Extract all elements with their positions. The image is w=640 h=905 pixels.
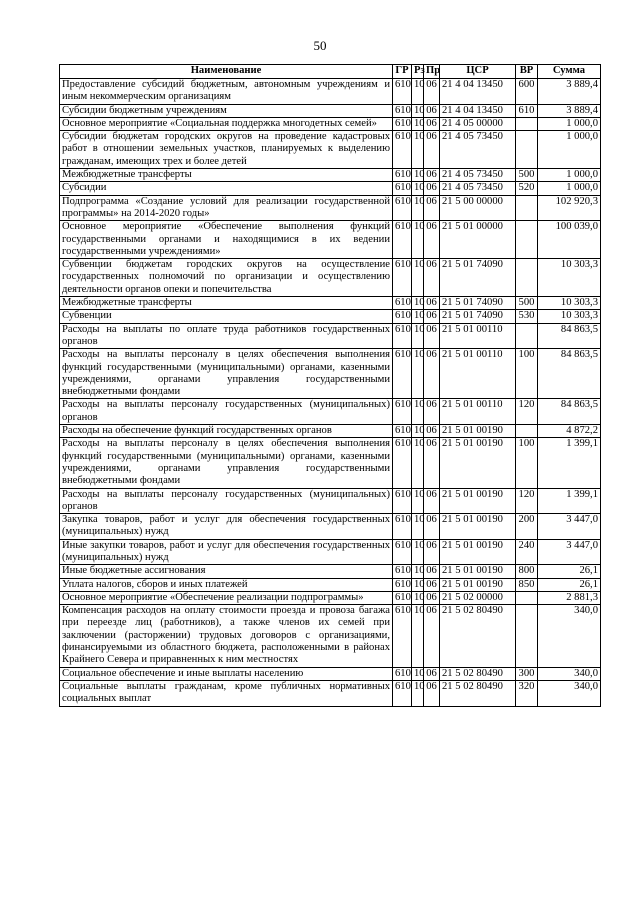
cell-sum: 10 303,3 [538, 297, 601, 310]
cell-vr [516, 221, 538, 259]
cell-name: Межбюджетные трансферты [60, 297, 393, 310]
table-row [60, 514, 601, 540]
cell-gr: 610 [393, 79, 412, 105]
cell-rz: 10 [412, 182, 424, 195]
cell-pr: 06 [424, 259, 440, 297]
cell-pr: 06 [424, 578, 440, 591]
cell-name: Расходы на выплаты персоналу в целях обеспечения выполнения функций государственными (муниципальными) органами, казенными учреждениями, органами управления государственными внебюджетными фондами [60, 349, 393, 399]
cell-vr [516, 323, 538, 349]
cell-pr: 06 [424, 131, 440, 169]
cell-pr: 06 [424, 195, 440, 221]
cell-sum: 2 881,3 [538, 591, 601, 604]
cell-sum: 84 863,5 [538, 323, 601, 349]
cell-pr: 06 [424, 514, 440, 540]
cell-pr: 06 [424, 399, 440, 425]
cell-csr: 21 5 01 00190 [440, 578, 516, 591]
cell-gr: 610 [393, 514, 412, 540]
table-row [60, 323, 601, 349]
cell-rz: 10 [412, 169, 424, 182]
cell-rz: 10 [412, 578, 424, 591]
cell-name: Расходы на выплаты по оплате труда работников государственных органов [60, 323, 393, 349]
cell-csr: 21 5 02 80490 [440, 680, 516, 706]
cell-rz: 10 [412, 221, 424, 259]
cell-csr: 21 5 01 00110 [440, 399, 516, 425]
cell-gr: 610 [393, 591, 412, 604]
cell-gr: 610 [393, 195, 412, 221]
cell-gr: 610 [393, 297, 412, 310]
cell-gr: 610 [393, 131, 412, 169]
table-row [60, 104, 601, 117]
cell-vr: 600 [516, 79, 538, 105]
cell-sum: 102 920,3 [538, 195, 601, 221]
cell-rz: 10 [412, 117, 424, 130]
cell-pr: 06 [424, 488, 440, 514]
table-header [60, 65, 601, 79]
cell-pr: 06 [424, 680, 440, 706]
cell-sum: 10 303,3 [538, 310, 601, 323]
cell-gr: 610 [393, 221, 412, 259]
cell-sum: 1 000,0 [538, 117, 601, 130]
cell-gr: 610 [393, 323, 412, 349]
cell-gr: 610 [393, 425, 412, 438]
cell-csr: 21 5 01 00000 [440, 221, 516, 259]
cell-vr: 850 [516, 578, 538, 591]
cell-pr: 06 [424, 310, 440, 323]
cell-gr: 610 [393, 667, 412, 680]
header-csr: ЦСР [440, 65, 516, 79]
cell-vr: 520 [516, 182, 538, 195]
cell-gr: 610 [393, 169, 412, 182]
cell-vr: 120 [516, 488, 538, 514]
cell-pr: 06 [424, 605, 440, 667]
cell-csr: 21 5 01 00110 [440, 323, 516, 349]
cell-gr: 610 [393, 578, 412, 591]
table-row [60, 221, 601, 259]
cell-vr: 100 [516, 349, 538, 399]
table-row [60, 565, 601, 578]
cell-name: Компенсация расходов на оплату стоимости проезда и провоза багажа при переезде лиц (работников), а также членов их семей при заключении (расторжении) трудовых договоров с организациями, финансируемыми из областного бюджета, расположенными в районах Крайнего Севера и приравненных к ним местностях [60, 605, 393, 667]
cell-csr: 21 4 05 73450 [440, 131, 516, 169]
table-row [60, 425, 601, 438]
cell-gr: 610 [393, 182, 412, 195]
cell-gr: 610 [393, 438, 412, 488]
cell-rz: 10 [412, 297, 424, 310]
cell-gr: 610 [393, 539, 412, 565]
table-row [60, 578, 601, 591]
cell-pr: 06 [424, 667, 440, 680]
cell-sum: 340,0 [538, 605, 601, 667]
cell-vr [516, 117, 538, 130]
cell-vr: 500 [516, 169, 538, 182]
cell-csr: 21 5 01 74090 [440, 259, 516, 297]
table-row [60, 182, 601, 195]
table-body [60, 79, 601, 707]
cell-csr: 21 4 04 13450 [440, 79, 516, 105]
header-sum: Сумма [538, 65, 601, 79]
cell-sum: 4 872,2 [538, 425, 601, 438]
cell-rz: 10 [412, 323, 424, 349]
cell-name: Социальное обеспечение и иные выплаты населению [60, 667, 393, 680]
cell-vr: 800 [516, 565, 538, 578]
cell-sum: 26,1 [538, 578, 601, 591]
cell-pr: 06 [424, 438, 440, 488]
cell-pr: 06 [424, 104, 440, 117]
cell-gr: 610 [393, 680, 412, 706]
cell-vr [516, 425, 538, 438]
cell-rz: 10 [412, 514, 424, 540]
cell-sum: 84 863,5 [538, 349, 601, 399]
header-name: Наименование [60, 65, 393, 79]
cell-rz: 10 [412, 399, 424, 425]
cell-rz: 10 [412, 195, 424, 221]
cell-name: Субсидии бюджетам городских округов на проведение кадастровых работ в отношении земельных участков, планируемых к выделению гражданам, имеющих трех и более детей [60, 131, 393, 169]
cell-csr: 21 5 01 74090 [440, 297, 516, 310]
cell-csr: 21 5 01 00190 [440, 565, 516, 578]
cell-pr: 06 [424, 565, 440, 578]
cell-vr [516, 605, 538, 667]
cell-csr: 21 4 05 73450 [440, 169, 516, 182]
cell-csr: 21 5 01 00190 [440, 488, 516, 514]
cell-rz: 10 [412, 591, 424, 604]
table-row [60, 195, 601, 221]
table-row [60, 488, 601, 514]
cell-rz: 10 [412, 565, 424, 578]
cell-vr: 200 [516, 514, 538, 540]
cell-gr: 610 [393, 488, 412, 514]
cell-name: Уплата налогов, сборов и иных платежей [60, 578, 393, 591]
cell-sum: 100 039,0 [538, 221, 601, 259]
cell-sum: 26,1 [538, 565, 601, 578]
header-pr: Пр [424, 65, 440, 79]
cell-sum: 3 447,0 [538, 539, 601, 565]
cell-vr [516, 195, 538, 221]
cell-csr: 21 5 02 00000 [440, 591, 516, 604]
cell-sum: 10 303,3 [538, 259, 601, 297]
table-row [60, 169, 601, 182]
cell-sum: 1 399,1 [538, 438, 601, 488]
cell-name: Основное мероприятие «Обеспечение реализации подпрограммы» [60, 591, 393, 604]
cell-csr: 21 5 02 80490 [440, 605, 516, 667]
cell-name: Основное мероприятие «Обеспечение выполнения функций государственными органами и находящимися в их ведении государственными учреждениями» [60, 221, 393, 259]
cell-name: Расходы на выплаты персоналу государственных (муниципальных) органов [60, 399, 393, 425]
cell-name: Субсидии [60, 182, 393, 195]
cell-vr: 120 [516, 399, 538, 425]
cell-csr: 21 5 01 00190 [440, 438, 516, 488]
header-rz: Рз [412, 65, 424, 79]
table-row [60, 680, 601, 706]
cell-rz: 10 [412, 680, 424, 706]
cell-gr: 610 [393, 565, 412, 578]
cell-vr: 320 [516, 680, 538, 706]
cell-vr [516, 591, 538, 604]
header-row [60, 65, 601, 79]
cell-gr: 610 [393, 310, 412, 323]
cell-rz: 10 [412, 425, 424, 438]
cell-pr: 06 [424, 297, 440, 310]
cell-csr: 21 5 01 00190 [440, 425, 516, 438]
cell-pr: 06 [424, 182, 440, 195]
cell-rz: 10 [412, 488, 424, 514]
cell-pr: 06 [424, 169, 440, 182]
cell-gr: 610 [393, 117, 412, 130]
cell-gr: 610 [393, 605, 412, 667]
page-number: 50 [313, 38, 327, 53]
table-row [60, 539, 601, 565]
cell-pr: 06 [424, 425, 440, 438]
cell-name: Субвенции [60, 310, 393, 323]
table-row [60, 399, 601, 425]
cell-name: Расходы на выплаты персоналу в целях обеспечения выполнения функций государственными (муниципальными) органами, казенными учреждениями, органами управления государственными внебюджетными фондами [60, 438, 393, 488]
cell-csr: 21 4 05 73450 [440, 182, 516, 195]
cell-gr: 610 [393, 259, 412, 297]
cell-name: Межбюджетные трансферты [60, 169, 393, 182]
cell-csr: 21 4 04 13450 [440, 104, 516, 117]
cell-pr: 06 [424, 591, 440, 604]
cell-pr: 06 [424, 323, 440, 349]
cell-sum: 1 399,1 [538, 488, 601, 514]
cell-name: Основное мероприятие «Социальная поддержка многодетных семей» [60, 117, 393, 130]
cell-sum: 1 000,0 [538, 182, 601, 195]
cell-rz: 10 [412, 131, 424, 169]
cell-csr: 21 5 01 00190 [440, 539, 516, 565]
cell-csr: 21 5 02 80490 [440, 667, 516, 680]
cell-name: Социальные выплаты гражданам, кроме публичных нормативных социальных выплат [60, 680, 393, 706]
cell-name: Иные бюджетные ассигнования [60, 565, 393, 578]
cell-vr [516, 131, 538, 169]
cell-pr: 06 [424, 221, 440, 259]
table-row [60, 349, 601, 399]
cell-rz: 10 [412, 104, 424, 117]
cell-sum: 3 889,4 [538, 79, 601, 105]
cell-rz: 10 [412, 259, 424, 297]
budget-table [59, 64, 601, 707]
cell-name: Субсидии бюджетным учреждениям [60, 104, 393, 117]
cell-csr: 21 5 00 00000 [440, 195, 516, 221]
cell-name: Закупка товаров, работ и услуг для обеспечения государственных (муниципальных) нужд [60, 514, 393, 540]
cell-pr: 06 [424, 349, 440, 399]
cell-name: Субвенции бюджетам городских округов на осуществление государственных полномочий по организации и осуществлению деятельности органов опеки и попечительства [60, 259, 393, 297]
cell-vr: 500 [516, 297, 538, 310]
cell-vr: 530 [516, 310, 538, 323]
table-row [60, 605, 601, 667]
cell-vr: 610 [516, 104, 538, 117]
table-row [60, 117, 601, 130]
cell-pr: 06 [424, 79, 440, 105]
cell-sum: 3 889,4 [538, 104, 601, 117]
table-row [60, 667, 601, 680]
table-row [60, 79, 601, 105]
cell-name: Расходы на обеспечение функций государственных органов [60, 425, 393, 438]
header-gr: ГР [393, 65, 412, 79]
cell-rz: 10 [412, 438, 424, 488]
cell-sum: 1 000,0 [538, 131, 601, 169]
cell-sum: 84 863,5 [538, 399, 601, 425]
cell-gr: 610 [393, 399, 412, 425]
cell-sum: 340,0 [538, 667, 601, 680]
cell-csr: 21 5 01 00190 [440, 514, 516, 540]
cell-name: Иные закупки товаров, работ и услуг для обеспечения государственных (муниципальных) нужд [60, 539, 393, 565]
table-row [60, 131, 601, 169]
table-row [60, 310, 601, 323]
cell-gr: 610 [393, 349, 412, 399]
cell-pr: 06 [424, 117, 440, 130]
cell-rz: 10 [412, 539, 424, 565]
cell-sum: 340,0 [538, 680, 601, 706]
table-row [60, 438, 601, 488]
cell-name: Расходы на выплаты персоналу государственных (муниципальных) органов [60, 488, 393, 514]
cell-sum: 1 000,0 [538, 169, 601, 182]
cell-rz: 10 [412, 667, 424, 680]
table-row [60, 591, 601, 604]
cell-csr: 21 5 01 00110 [440, 349, 516, 399]
cell-vr: 100 [516, 438, 538, 488]
cell-rz: 10 [412, 605, 424, 667]
header-vr: ВР [516, 65, 538, 79]
cell-csr: 21 4 05 00000 [440, 117, 516, 130]
table-row [60, 297, 601, 310]
cell-vr: 300 [516, 667, 538, 680]
cell-vr: 240 [516, 539, 538, 565]
cell-rz: 10 [412, 349, 424, 399]
cell-name: Подпрограмма «Создание условий для реализации государственной программы» на 2014-2020 годы» [60, 195, 393, 221]
cell-vr [516, 259, 538, 297]
cell-name: Предоставление субсидий бюджетным, автономным учреждениям и иным некоммерческим организациям [60, 79, 393, 105]
table-row [60, 259, 601, 297]
cell-pr: 06 [424, 539, 440, 565]
cell-gr: 610 [393, 104, 412, 117]
cell-rz: 10 [412, 310, 424, 323]
cell-sum: 3 447,0 [538, 514, 601, 540]
cell-csr: 21 5 01 74090 [440, 310, 516, 323]
cell-rz: 10 [412, 79, 424, 105]
